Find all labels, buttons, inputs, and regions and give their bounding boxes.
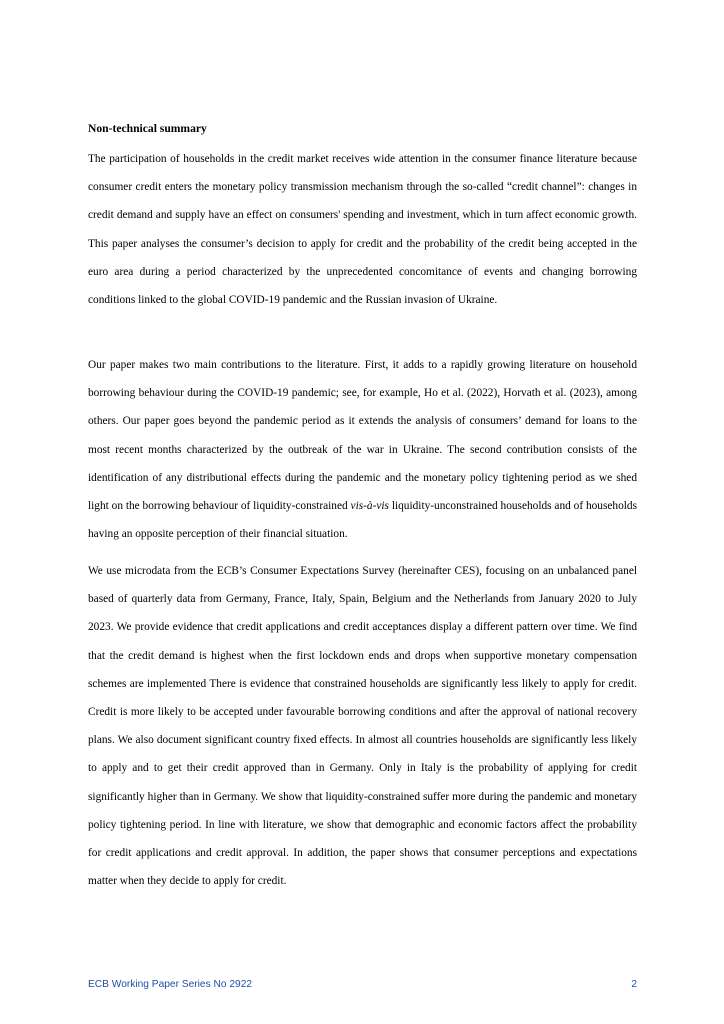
paragraph-2-text-a: Our paper makes two main contributions to the literature. First, it adds to a rapidly growing literature on household borrowing behaviour during the COVID-19 pandemic; see, for example, Ho et al. (2022), Horvath et al. (2023), among others. Our paper goes beyond the pandemic period as it extends the analysis of consumers’ demand for loans to the most recent months characterized by the outbreak of the war in Ukraine. The second contribution consists of the identification of any distributional effects during the pandemic and the monetary policy tightening period as we shed light on the borrowing behaviour of liquidity-constrained bbox=[88, 359, 637, 513]
summary-paragraph-2 bbox=[88, 351, 637, 548]
paragraph-2-italic-term: vis-à-vis bbox=[350, 500, 389, 513]
footer-series-label: ECB Working Paper Series No 2922 bbox=[88, 979, 253, 990]
paragraph-2-text-b: liquidity-unconstrained households and of households having an opposite perception of their financial situation. bbox=[88, 500, 638, 541]
footer-page-number: 2 bbox=[631, 979, 637, 990]
summary-paragraph-1: The participation of households in the credit market receives wide attention in the consumer finance literature because consumer credit enters the monetary policy transmission mechanism through the so-called “credit channel”: changes in credit demand and supply have an effect on consumers' spending and investment, which in turn affect economic growth. This paper analyses the consumer’s decision to apply for credit and the probability of the credit being accepted in the euro area during a period characterized by the unprecedented concomitance of events and changing borrowing conditions linked to the global COVID-19 pandemic and the Russian invasion of Ukraine. bbox=[88, 153, 637, 307]
section-heading: Non-technical summary bbox=[88, 122, 207, 135]
summary-paragraph-3: We use microdata from the ECB’s Consumer Expectations Survey (hereinafter CES), focusing on an unbalanced panel based of quarterly data from Germany, France, Italy, Spain, Belgium and the Netherlands from January 2020 to July 2023. We provide evidence that credit applications and credit acceptances display a different pattern over time. We find that the credit demand is highest when the first lockdown ends and drops when supportive monetary compensation schemes are implemented There is evidence that constrained households are significantly less likely to apply for credit. Credit is more likely to be accepted under favourable borrowing conditions and after the approval of national recovery plans. We also document significant country fixed effects. In almost all countries households are significantly less likely to apply and to get their credit approved than in Germany. Only in Italy is the probability of applying for credit significantly higher than in Germany. We show that liquidity-constrained suffer more during the pandemic and monetary policy tightening period. In line with literature, we show that demographic and economic factors affect the probability for credit applications and credit approval. In addition, the paper shows that consumer perceptions and expectations matter when they decide to apply for credit. bbox=[88, 565, 637, 888]
